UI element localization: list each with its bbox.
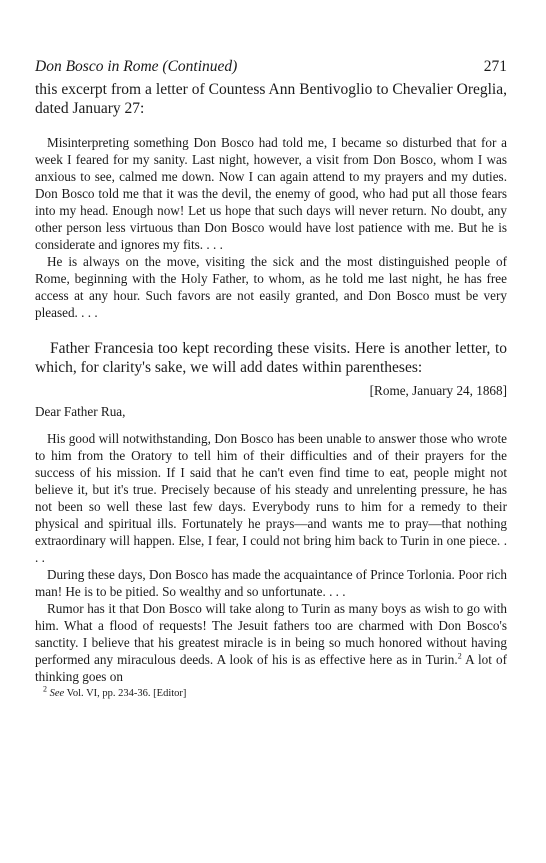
- footnote-marker: 2: [43, 684, 47, 694]
- quote-paragraph: Misinterpreting something Don Bosco had told me, I became so disturbed that for a week I feared for my sanity. Last night, however, a visit from Don Bosco, whom I was anxious to see, calmed me down. Now I can again attend to my prayers and my duties. Don Bosco told me that it was the devil, the enemy of good, who had put all those fears into my head. Enough now! Let us hope that such days will never return. No doubt, any other person less virtuous than Don Bosco would have lost patience with me. But he is considerate and ignores my fits. . . .: [35, 135, 507, 252]
- letter-paragraph-text: Rumor has it that Don Bosco will take along to Turin as many boys as wish to go with him. What a flood of requests! The Jesuit fathers too are charmed with Don Bosco's sanctity. I believe that his greatest miracle is in being so much honored without having performed any miraculous deeds. A look of his is as effective here as in Turin.: [35, 601, 507, 667]
- letter-dateline: [Rome, January 24, 1868]: [369, 383, 507, 398]
- letter-paragraph: [35, 600, 507, 685]
- footnote: [35, 684, 507, 700]
- footnote-text: Vol. VI, pp. 234-36. [Editor]: [64, 688, 187, 699]
- book-page: [35, 58, 507, 700]
- letter-salutation: Dear Father Rua,: [35, 404, 126, 419]
- letter-paragraph: His good will notwithstanding, Don Bosco has been unable to answer those who wrote to him from the Oratory to tell him of their difficulties and of their prayers for the success of his mission. If I said that he can't even find time to eat, people might not believe it, but it's true. Precisely because of his steady and unrelenting pressure, he has not been so well these last few days. Everybody runs to him for a remedy to their physical and spiritual ills. Fortunately he prays—and wants me to pray—that nothing extraordinary will happen. Else, I fear, I could not bring him back to Turin in one piece. . . .: [35, 431, 507, 565]
- letter-paragraph-tail: A lot of thinking goes on: [35, 652, 507, 684]
- page-number: 271: [483, 58, 507, 75]
- letter-paragraph: During these days, Don Bosco has made the acquaintance of Prince Torlonia. Poor rich man! He is to be pitied. So wealthy and so unfortunate. . . .: [35, 567, 507, 599]
- transition-paragraph: Father Francesia too kept recording these visits. Here is another letter, to which, for clarity's sake, we will add dates within parentheses:: [35, 340, 507, 376]
- running-title: Don Bosco in Rome (Continued): [35, 58, 238, 75]
- footnote-see: See: [49, 688, 65, 699]
- intro-paragraph: this excerpt from a letter of Countess Ann Bentivoglio to Chevalier Oreglia, dated January 27:: [35, 81, 507, 117]
- running-header: [35, 58, 507, 80]
- footnote-reference: 2: [457, 651, 462, 661]
- quote-paragraph: He is always on the move, visiting the sick and the most distinguished people of Rome, beginning with the Holy Father, to whom, as he told me last night, he has free access at any hour. Such favors are not easily granted, and Don Bosco must be very pleased. . . .: [35, 254, 507, 320]
